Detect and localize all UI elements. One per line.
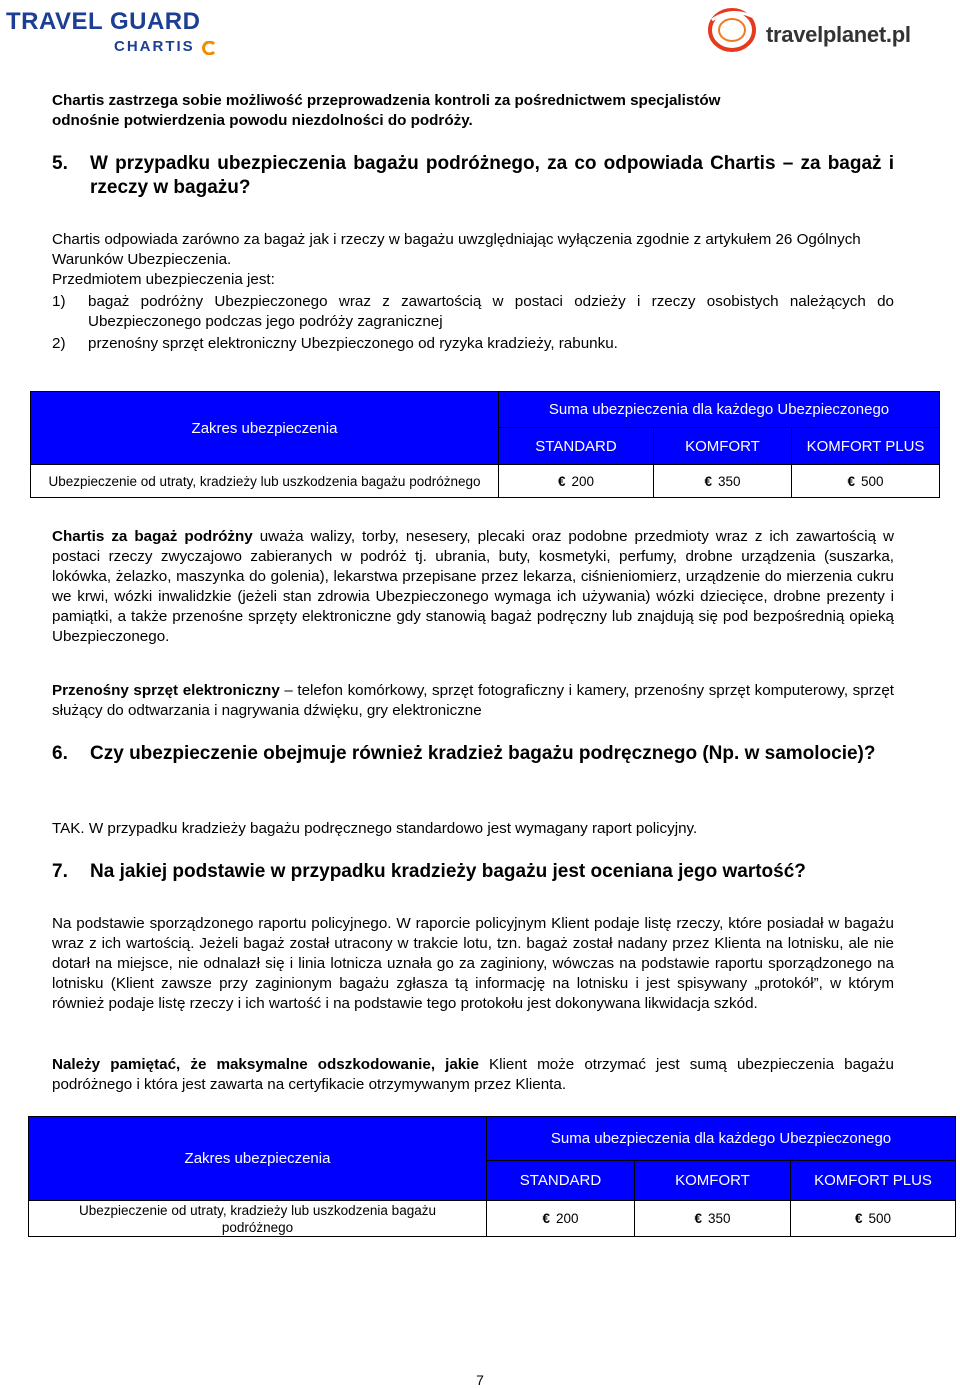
euro-icon: € [542,1211,550,1226]
table1-value-komfort: € 350 [654,465,792,498]
travelplanet-globe-icon [706,4,762,54]
q7-note-text: Klient może otrzymać jest sumą ubezpieczenia bagażu podróżnego i która jest zawarta na certyfikacie otrzymywanym przez Klienta. [52,1056,894,1093]
q6-heading [52,742,894,790]
logo-travelplanet-text: travelplanet.pl [766,22,911,47]
page-number: 7 [476,1372,484,1388]
table2-value-komfort-plus: € 500 [791,1201,956,1237]
table1-variant-komfort: KOMFORT [654,428,792,465]
q5-title: W przypadku ubezpieczenia bagażu podróżnego, za co odpowiada Chartis – za bagaż i rzeczy w bagażu? [90,153,894,198]
q6-answer: TAK. W przypadku kradzieży bagażu podręcznego standardowo jest wymagany raport policyjny. [52,820,698,837]
table2-row-label: Ubezpieczenie od utraty, kradzieży lub uszkodzenia bagażu podróżnego [29,1201,487,1237]
table1-header-scope: Zakres ubezpieczenia [31,392,499,465]
table2-variant-standard: STANDARD [487,1161,635,1201]
q5-subject-intro: Przedmiotem ubezpieczenia jest: [52,271,275,288]
table2-variant-komfort: KOMFORT [635,1161,791,1201]
q7-note [52,1055,894,1095]
q5-item-2-text: przenośny sprzęt elektroniczny Ubezpieczonego od ryzyka kradzieży, rabunku. [88,335,618,352]
table2-value-komfort: € 350 [635,1201,791,1237]
table2-header-scope: Zakres ubezpieczenia [29,1117,487,1201]
q7-answer: Na podstawie sporządzonego raportu policyjnego. W raporcie policyjnym Klient podaje listę rzeczy, które posiadał w bagażu wraz z ich wartością. Jeżeli bagaż został utracony w trakcie lotu, tzn. bagaż został nadany przez Klienta na lotnisku, ale nie dotarł na miejsce, nie odnalazł się i linia lotnicza uznała go za zaginiony, wówczas na podstawie raportu sporządzonego na lotnisku (Klient zawsze przy zaginionym bagażu zgłasza tą informację na lotnisku i jest spisywany „protokół”, w którym również podaje listę rzeczy i ich wartość i na podstawie tego protokołu jest dokonywana likwidacja szkód. [52,915,894,1012]
coverage-table-2 [28,1116,956,1237]
intro-line-2: odnośnie potwierdzenia powodu niezdolności do podróży. [52,112,473,129]
euro-icon: € [704,473,712,489]
logo-chartis-text: CHARTIS [114,38,195,55]
table1-variant-komfort-plus: KOMFORT PLUS [792,428,940,465]
table2-value-standard: € 200 [487,1201,635,1237]
euro-icon: € [557,473,566,489]
travelplanet-logo [706,4,911,54]
definition-baggage [52,527,894,647]
q6-number: 6. [52,743,68,764]
table2-header-sum: Suma ubezpieczenia dla każdego Ubezpieczonego [487,1117,956,1161]
coverage-table-1 [30,391,940,498]
table1-row-label: Ubezpieczenie od utraty, kradzieży lub uszkodzenia bagażu podróżnego [31,465,499,498]
q6-title: Czy ubezpieczenie obejmuje również kradzież bagażu podręcznego (Np. w samolocie)? [90,743,876,764]
table1-value-komfort-plus: € 500 [792,465,940,498]
euro-icon: € [854,1211,863,1226]
definition-electronics [52,681,894,721]
euro-icon: € [694,1211,702,1226]
table2-variant-komfort-plus: KOMFORT PLUS [791,1161,956,1201]
q5-heading [52,152,894,200]
q7-note-bold: Należy pamiętać, że maksymalne odszkodowanie, jakie [52,1056,479,1073]
definition-baggage-text: uważa walizy, torby, nesesery, plecaki oraz podobne przedmioty wraz z ich zawartością w postaci rzeczy zwyczajowo zabieranych w podróż tj. ubrania, buty, kosmetyki, perfumy, drobne urządzenia (suszarka, lokówka, żelazko, maszynka do golenia), lekarstwa przepisane przez lekarza, ciśnieniomierz, urządzenie do mierzenia cukru we krwi, wózki inwalidzkie (jeżeli stan zdrowia Ubezpieczonego wymaga ich używania) wózki dziecięce, drobne prezenty i pamiątki, a także przenośne sprzęty elektroniczne gdy stanowią bagaż podręczny lub znajdują się pod bezpośrednią opieką Ubezpieczonego. [52,528,894,645]
definition-electronics-text: – telefon komórkowy, sprzęt fotograficzny i kamery, przenośny sprzęt komputerowy, sprzęt służący do odtwarzania i nagrywania dźwięku, gry elektroniczne [52,682,894,719]
table1-variant-standard: STANDARD [499,428,654,465]
definition-electronics-term: Przenośny sprzęt elektroniczny [52,682,280,699]
q7-number: 7. [52,861,68,882]
q7-title: Na jakiej podstawie w przypadku kradzieży bagażu jest oceniana jego wartość? [90,861,806,882]
intro-line-1: Chartis zastrzega sobie możliwość przeprowadzenia kontroli za pośrednictwem specjalistów [52,92,721,109]
logo-travel-guard-text: TRAVEL GUARD [6,8,201,35]
q5-item-2-number: 2) [52,335,66,352]
table1-value-standard: € 200 [499,465,654,498]
q5-number: 5. [52,153,68,174]
q5-item-1-text: bagaż podróżny Ubezpieczonego wraz z zawartością w postaci odzieży i rzeczy osobistych należących do Ubezpieczonego podczas jego podróży zagranicznej [88,293,894,330]
chartis-swirl-icon [202,41,216,55]
table1-header-sum: Suma ubezpieczenia dla każdego Ubezpieczonego [499,392,940,428]
travel-guard-chartis-logo [6,8,216,56]
euro-icon: € [847,473,855,489]
q7-heading [52,860,894,884]
definition-baggage-term: Chartis za bagaż podróżny [52,528,253,545]
q5-answer: Chartis odpowiada zarówno za bagaż jak i rzeczy w bagażu uwzględniając wyłączenia zgodnie z artykułem 26 Ogólnych Warunków Ubezpieczenia. [52,231,861,268]
q5-item-1-number: 1) [52,293,66,310]
